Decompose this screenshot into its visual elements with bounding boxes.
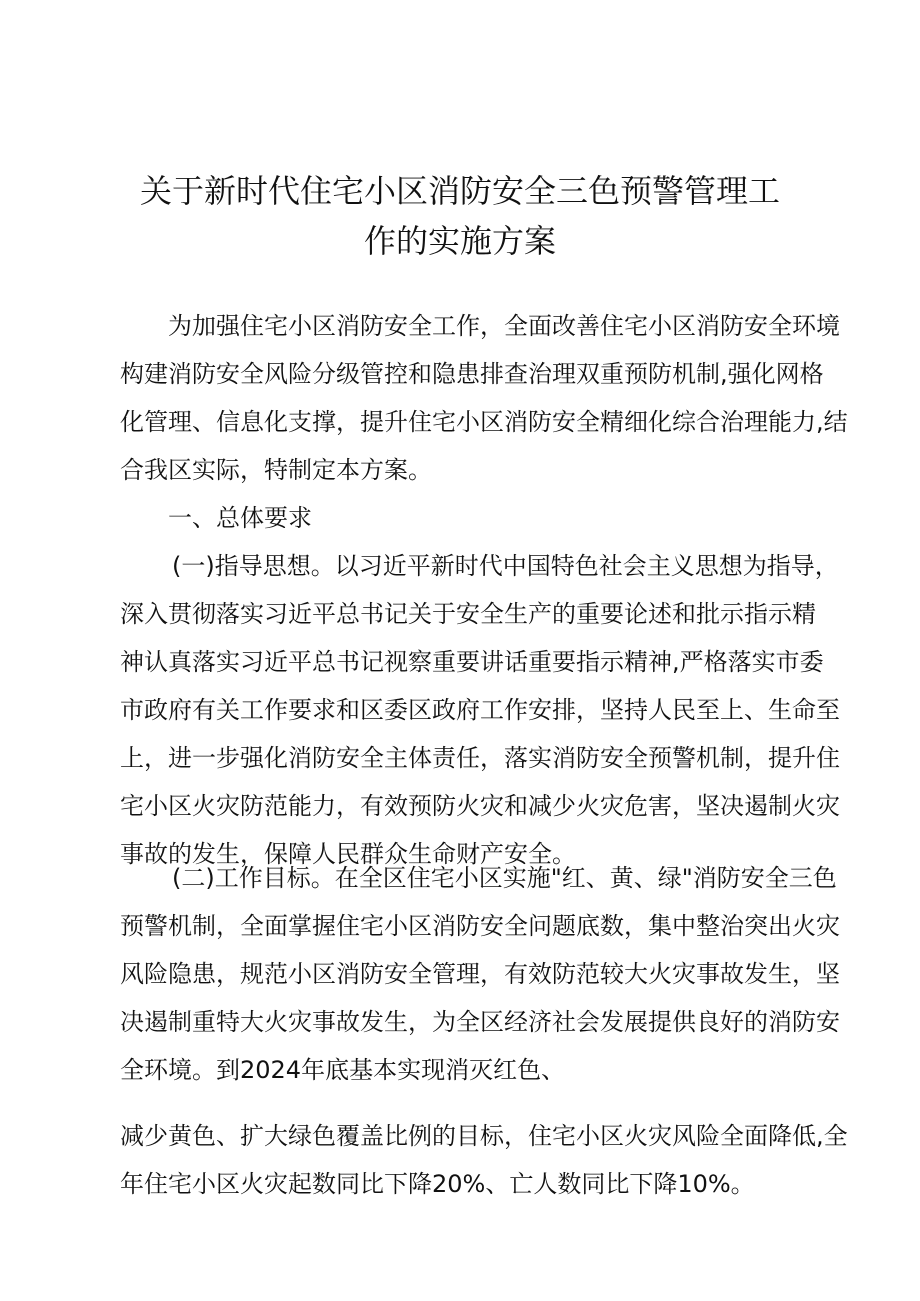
guiding-line-7: 事故的发生，保障人民群众生命财产安全。: [120, 840, 576, 868]
intro-line-3: 化管理、信息化支撑，提升住宅小区消防安全精细化综合治理能力,结: [120, 408, 848, 436]
guiding-line-5: 上，进一步强化消防安全主体责任，落实消防安全预警机制，提升住: [120, 744, 840, 772]
continuation-line-1: 减少黄色、扩大绿色覆盖比例的目标，住宅小区火灾风险全面降低,全: [120, 1122, 848, 1150]
goals-line-1: (二)工作目标。在全区住宅小区实施"红、黄、绿"消防安全三色: [172, 864, 837, 892]
section-1-heading: 一、总体要求: [168, 504, 312, 532]
intro-paragraph: [120, 302, 848, 494]
goals-line-2: 预警机制，全面掌握住宅小区消防安全问题底数，集中整治突出火灾: [120, 912, 840, 940]
continuation-paragraph: [120, 1112, 848, 1208]
title-line-1: 关于新时代住宅小区消防安全三色预警管理工: [139, 172, 780, 210]
guiding-line-1: (一)指导思想。以习近平新时代中国特色社会主义思想为指导，: [172, 552, 839, 580]
work-goals-paragraph: [120, 854, 840, 1094]
guiding-line-2: 深入贯彻落实习近平总书记关于安全生产的重要论述和批示指示精: [120, 600, 816, 628]
goals-line-3: 风险隐患，规范小区消防安全管理，有效防范较大火灾事故发生，坚: [120, 960, 840, 988]
title-line-2: 作的实施方案: [363, 222, 556, 260]
goals-line-4: 决遏制重特大火灾事故发生，为全区经济社会发展提供良好的消防安: [120, 1008, 840, 1036]
guiding-line-6: 宅小区火灾防范能力，有效预防火灾和减少火灾危害，坚决遏制火灾: [120, 792, 840, 820]
guiding-line-4: 市政府有关工作要求和区委区政府工作安排，坚持人民至上、生命至: [120, 696, 840, 724]
intro-line-1: 为加强住宅小区消防安全工作，全面改善住宅小区消防安全环境: [168, 312, 840, 340]
continuation-line-2: 年住宅小区火灾起数同比下降20%、亡人数同比下降10%。: [120, 1170, 755, 1198]
section-1-heading-block: [120, 494, 820, 542]
goals-line-5: 全环境。到2024年底基本实现消灭红色、: [120, 1056, 566, 1084]
intro-line-4: 合我区实际，特制定本方案。: [120, 456, 432, 484]
document-title: [120, 166, 800, 266]
guiding-line-3: 神认真落实习近平总书记视察重要讲话重要指示精神,严格落实市委: [120, 648, 824, 676]
intro-line-2: 构建消防安全风险分级管控和隐患排查治理双重预防机制,强化网格: [120, 360, 824, 388]
